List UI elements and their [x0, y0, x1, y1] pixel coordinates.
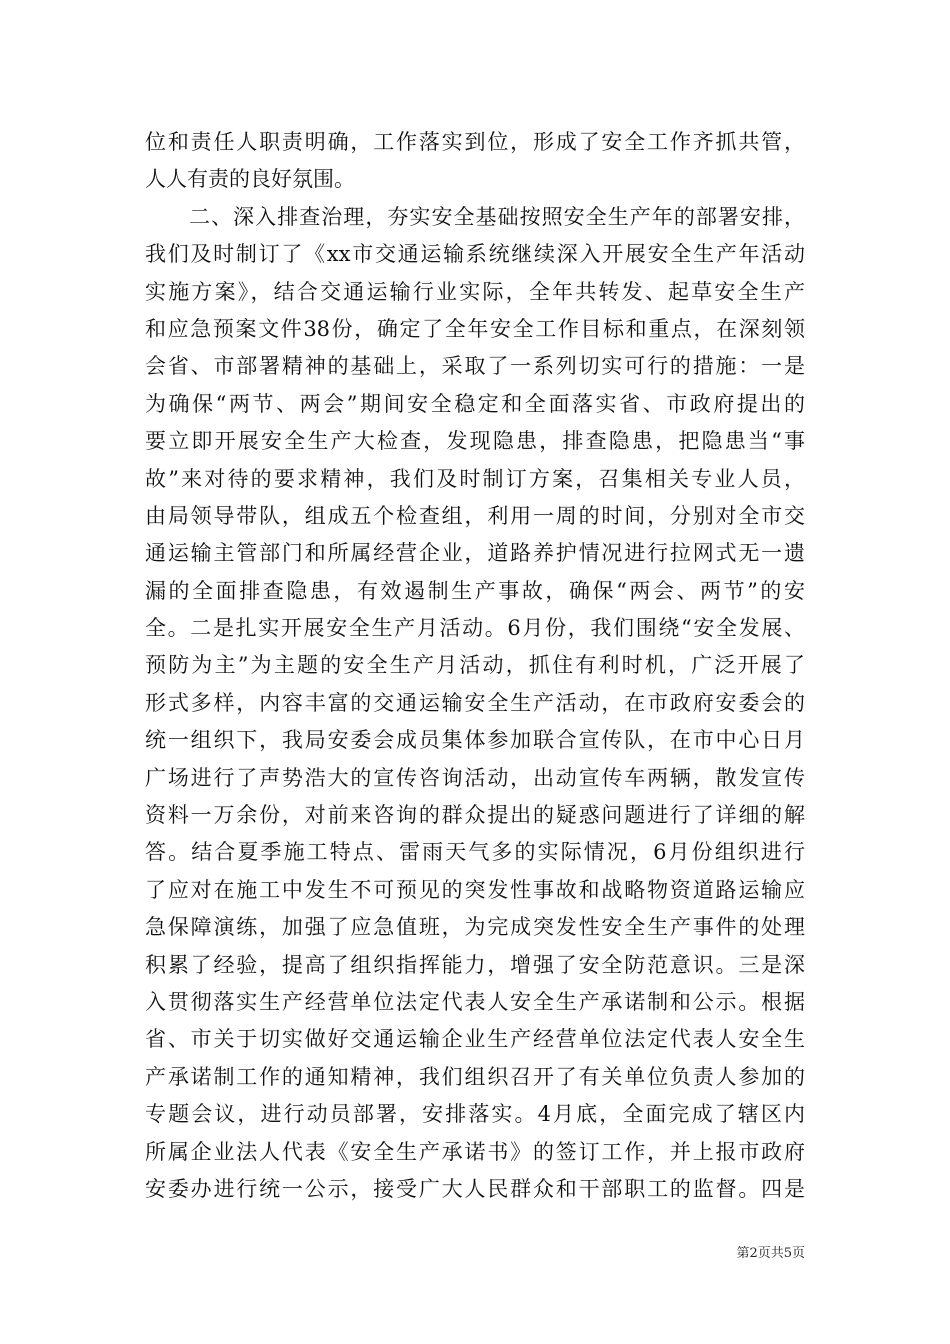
text-line: 入贯彻落实生产经营单位法定代表人安全生产承诺制和公示。根据: [145, 989, 805, 1014]
text-line: 产承诺制工作的通知精神，我们组织召开了有关单位负责人参加的: [145, 1064, 805, 1089]
text-line: 漏的全面排查隐患，有效遏制生产事故，确保“两会、两节”的安: [145, 578, 805, 603]
text-line: 通运输主管部门和所属经营企业，道路养护情况进行拉网式无一遗: [145, 541, 805, 566]
text-line: 所属企业法人代表《安全生产承诺书》的签订工作，并上报市政府: [145, 1139, 805, 1164]
text-line: 专题会议，进行动员部署，安排落实。4月底，全面完成了辖区内: [145, 1102, 805, 1127]
text-line: 广场进行了声势浩大的宣传咨询活动，出动宣传车两辆，散发宣传: [145, 765, 805, 790]
text-line: 答。结合夏季施工特点、雷雨天气多的实际情况，6月份组织进行: [145, 840, 805, 865]
text-line: 位和责任人职责明确，工作落实到位，形成了安全工作齐抓共管，: [145, 130, 805, 154]
text-line: 统一组织下，我局安委会成员集体参加联合宣传队，在市中心日月: [145, 728, 805, 753]
text-line: 为确保“两节、两会”期间安全稳定和全面落实省、市政府提出的: [145, 391, 805, 416]
text-line: 我们及时制订了《xx市交通运输系统继续深入开展安全生产年活动: [145, 242, 805, 267]
text-line: 了应对在施工中发生不可预见的突发性事故和战略物资道路运输应: [145, 877, 805, 902]
text-line: 人人有责的良好氛围。: [145, 167, 355, 192]
text-line: 要立即开展安全生产大检查，发现隐患，排查隐患，把隐患当“事: [145, 429, 805, 454]
text-line: 和应急预案文件38份，确定了全年安全工作目标和重点，在深刻领: [145, 316, 805, 341]
paragraph-heading-line: 二、深入排查治理，夯实安全基础按照安全生产年的部署安排，: [145, 204, 805, 229]
body-text: [145, 124, 805, 1208]
text-line: 实施方案》，结合交通运输行业实际，全年共转发、起草安全生产: [145, 279, 805, 304]
text-line: 安委办进行统一公示，接受广大人民群众和干部职工的监督。四是: [145, 1176, 805, 1201]
text-line: 资料一万余份，对前来咨询的群众提出的疑惑问题进行了详细的解: [145, 803, 805, 828]
text-line: 急保障演练，加强了应急值班，为完成突发性安全生产事件的处理: [145, 915, 805, 940]
text-line: 省、市关于切实做好交通运输企业生产经营单位法定代表人安全生: [145, 1027, 805, 1052]
text-line: 形式多样，内容丰富的交通运输安全生产活动，在市政府安委会的: [145, 690, 805, 715]
text-line: 故”来对待的要求精神，我们及时制订方案，召集相关专业人员，: [145, 466, 805, 491]
text-line: 预防为主”为主题的安全生产月活动，抓住有利时机，广泛开展了: [145, 653, 805, 678]
text-line: 会省、市部署精神的基础上，采取了一系列切实可行的措施：一是: [145, 354, 805, 379]
page-number: 第2页共5页: [736, 1246, 805, 1261]
text-line: 全。二是扎实开展安全生产月活动。6月份，我们围绕“安全发展、: [145, 616, 805, 641]
text-line: 积累了经验，提高了组织指挥能力，增强了安全防范意识。三是深: [145, 952, 805, 977]
text-line: 由局领导带队，组成五个检查组，利用一周的时间，分别对全市交: [145, 503, 805, 528]
